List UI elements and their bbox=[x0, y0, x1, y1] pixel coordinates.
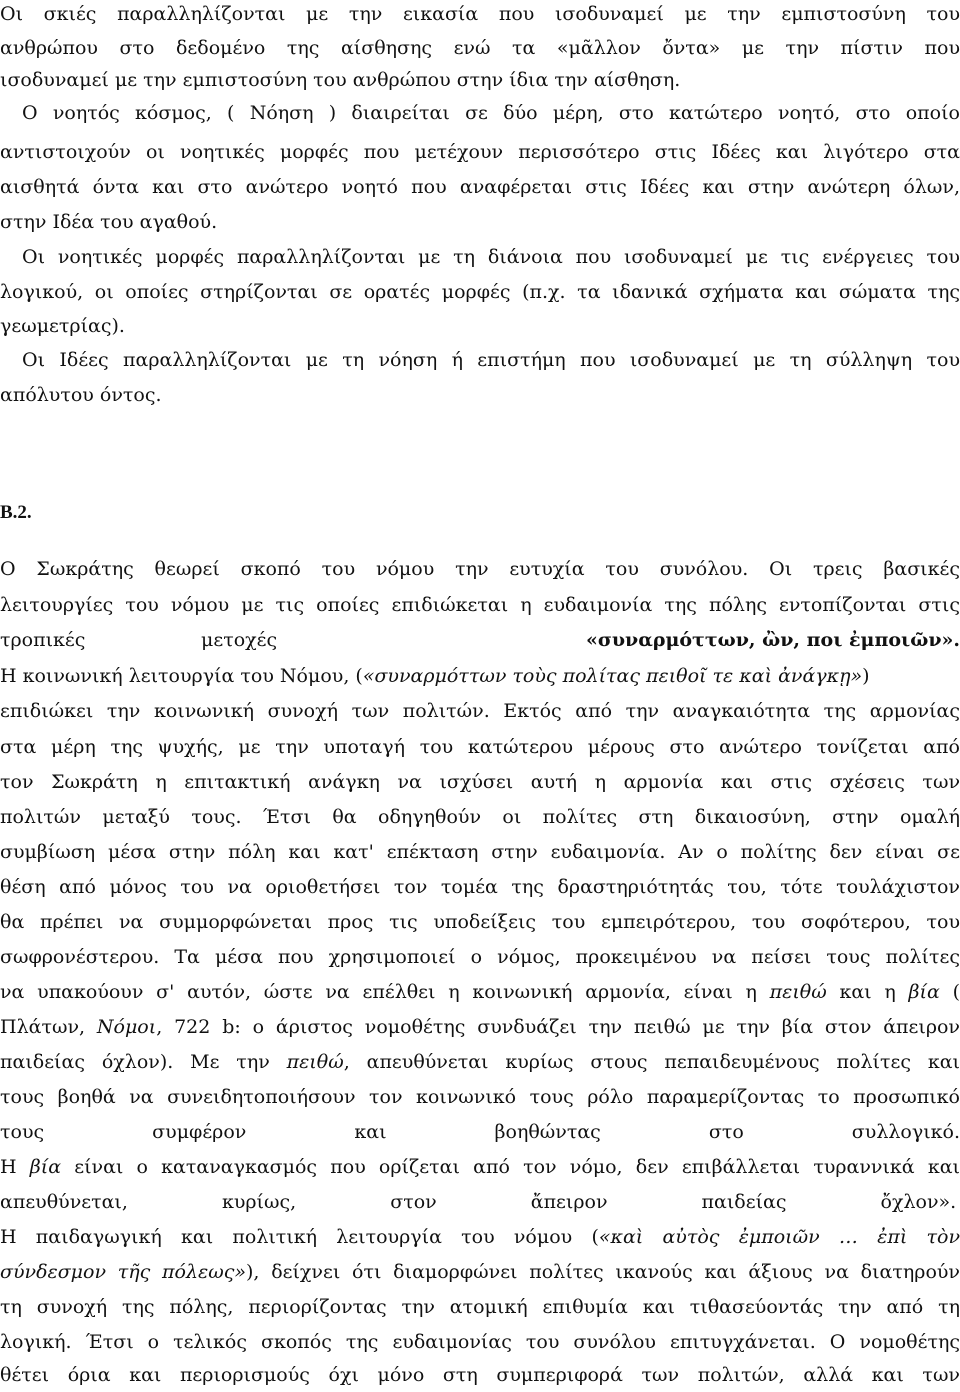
text-fragment: , απευθύνεται κυρίως στους πεπαιδευμένους πολίτες και bbox=[343, 1051, 960, 1073]
text-line bbox=[0, 1010, 960, 1044]
emphasis: βία bbox=[908, 981, 940, 1003]
text-fragment: και η bbox=[826, 981, 909, 1003]
text-line: τους συμφέρον και βοηθώντας στο συλλογικό. bbox=[0, 1121, 960, 1143]
greek-quote: «καὶ αὐτὸς ἐμποιῶν … ἐπὶ τὸν bbox=[598, 1226, 960, 1248]
text-fragment: να υπακούουν σ' αυτόν, ώστε να επέλθει η κοινωνική αρμονία, είναι η bbox=[0, 981, 770, 1003]
text-fragment: Η bbox=[0, 1156, 30, 1178]
greek-quote: «συναρμόττων τοὺς πολίτας πειθοῖ τε καὶ ἀνάγκῃ» bbox=[362, 665, 863, 687]
text-line: Ο Σωκράτης θεωρεί σκοπό του νόμου την ευτυχία του συνόλου. Οι τρεις βασικές bbox=[0, 558, 960, 580]
emphasis: πειθώ bbox=[286, 1051, 344, 1073]
section-heading: Β.2. bbox=[0, 502, 32, 523]
text-line: απευθύνεται, κυρίως, στον ἄπειρον παιδείας ὄχλον». bbox=[0, 1191, 957, 1213]
text-line: Ο νοητός κόσμος, ( Νόηση ) διαιρείται σε δύο μέρη, στο κατώτερο νοητό, στο οποίο bbox=[22, 102, 960, 124]
text-line: λογική. Έτσι ο τελικός σκοπός της ευδαιμονίας του συνόλου επιτυγχάνεται. Ο νομοθέτης bbox=[0, 1331, 960, 1353]
text-line: θέτει όρια και περιορισμούς όχι μόνο στη συμπεριφορά των πολιτών, αλλά και των bbox=[0, 1364, 960, 1386]
text-line: λογικού, οι οποίες στηρίζονται σε ορατές μορφές (π.χ. τα ιδανικά σχήματα και σώματα της bbox=[0, 281, 960, 303]
text-line: ανθρώπου στο δεδομένο της αίσθησης ενώ τα «μᾶλλον ὄντα» με την πίστιν που bbox=[0, 37, 960, 59]
text-fragment: παιδείας όχλον). Με την bbox=[0, 1051, 287, 1073]
text-fragment: , 722 b: ο άριστος νομοθέτης συνδυάζει την πειθώ με την βία στον άπειρον bbox=[156, 1016, 960, 1038]
text-line: τον Σωκράτη η επιτακτική ανάγκη να ισχύσει αυτή η αρμονία και στις σχέσεις των bbox=[0, 771, 960, 793]
text-line: λειτουργίες του νόμου με τις οποίες επιδιώκεται η ευδαιμονία της πόλης εντοπίζονται στις bbox=[0, 594, 960, 616]
text-line: θέση από μόνος του να οριοθετήσει τον τομέα της δραστηριότητάς του, τότε τουλάχιστον bbox=[0, 876, 960, 898]
greek-quote: σύνδεσμον τῆς πόλεως» bbox=[0, 1261, 246, 1283]
text-line: θα πρέπει να συμμορφώνεται προς τις υποδείξεις του εμπειρότερου, του σοφότερου, του bbox=[0, 911, 960, 933]
text-line: Οι Ιδέες παραλληλίζονται με τη νόηση ή επιστήμη που ισοδυναμεί με τη σύλληψη του bbox=[22, 349, 960, 371]
text-line: σωφρονέστερου. Τα μέσα που χρησιμοποιεί ο νόμος, προκειμένου να πείσει τους πολίτες bbox=[0, 946, 960, 968]
text-line: στην Ιδέα του αγαθού. bbox=[0, 211, 218, 233]
text-line: στα μέρη της ψυχής, με την υποταγή του κατώτερου μέρους στο ανώτερο τονίζεται από bbox=[0, 736, 960, 758]
text-line: συμβίωση μέσα στην πόλη και κατ' επέκταση στην ευδαιμονία. Αν ο πολίτης δεν είναι σε bbox=[0, 841, 960, 863]
book-title: Νόμοι bbox=[96, 1016, 157, 1038]
text-fragment: ), δείχνει ότι διαμορφώνει πολίτες ικανούς και άξιους να διατηρούν bbox=[245, 1261, 960, 1283]
text-fragment: ) bbox=[862, 665, 870, 687]
text-fragment: τροπικές bbox=[0, 629, 86, 651]
text-fragment: είναι ο καταναγκασμός που ορίζεται από τον νόμο, δεν επιβάλλεται τυραννικά και bbox=[61, 1156, 960, 1178]
text-fragment: μετοχές bbox=[201, 629, 278, 651]
text-line bbox=[0, 975, 960, 1009]
text-line bbox=[0, 1255, 960, 1289]
text-line: γεωμετρίας). bbox=[0, 315, 125, 337]
text-line: αισθητά όντα και στο ανώτερο νοητό που αναφέρεται στις Ιδέες και στην ανώτερη όλων, bbox=[0, 176, 960, 198]
text-line: Οι νοητικές μορφές παραλληλίζονται με τη διάνοια που ισοδυναμεί με τις ενέργειες του bbox=[22, 246, 960, 268]
text-line bbox=[0, 1045, 960, 1079]
text-fragment: Η κοινωνική λειτουργία του Νόμου, ( bbox=[0, 665, 363, 687]
text-line: τη συνοχή της πόλης, περιορίζοντας την ατομική επιθυμία και τιθασεύοντάς την από τη bbox=[0, 1296, 960, 1318]
text-line: πολιτών μεταξύ τους. Έτσι θα οδηγηθούν οι πολίτες στη δικαιοσύνη, στην ομαλή bbox=[0, 806, 960, 828]
text-line: Οι σκιές παραλληλίζονται με την εικασία που ισοδυναμεί με την εμπιστοσύνη του bbox=[0, 3, 960, 25]
greek-quote: «συναρμόττων, ὢν, ποι ἐμποιῶν». bbox=[585, 629, 960, 651]
text-line bbox=[0, 1150, 960, 1184]
text-line: τους βοηθά να συνειδητοποιήσουν τον κοινωνικό τους ρόλο παραμερίζοντας το προσωπικό bbox=[0, 1086, 960, 1108]
emphasis: πειθώ bbox=[769, 981, 827, 1003]
text-line: απόλυτου όντος. bbox=[0, 384, 162, 406]
text-line: αντιστοιχούν οι νοητικές μορφές που μετέχουν περισσότερο στις Ιδέες και λιγότερο στα bbox=[0, 141, 960, 163]
text-line bbox=[0, 659, 960, 693]
emphasis: βία bbox=[29, 1156, 62, 1178]
text-line bbox=[0, 1220, 960, 1254]
text-line: επιδιώκει την κοινωνική συνοχή των πολιτών. Εκτός από την αναγκαιότητα της αρμονίας bbox=[0, 700, 960, 722]
text-fragment: Η παιδαγωγική και πολιτική λειτουργία του νόμου ( bbox=[0, 1226, 599, 1248]
text-fragment: ( bbox=[939, 981, 960, 1003]
text-line bbox=[0, 623, 960, 657]
text-line: ισοδυναμεί με την εμπιστοσύνη του ανθρώπου στην ίδια την αίσθηση. bbox=[0, 69, 681, 91]
text-fragment: Πλάτων, bbox=[0, 1016, 97, 1038]
